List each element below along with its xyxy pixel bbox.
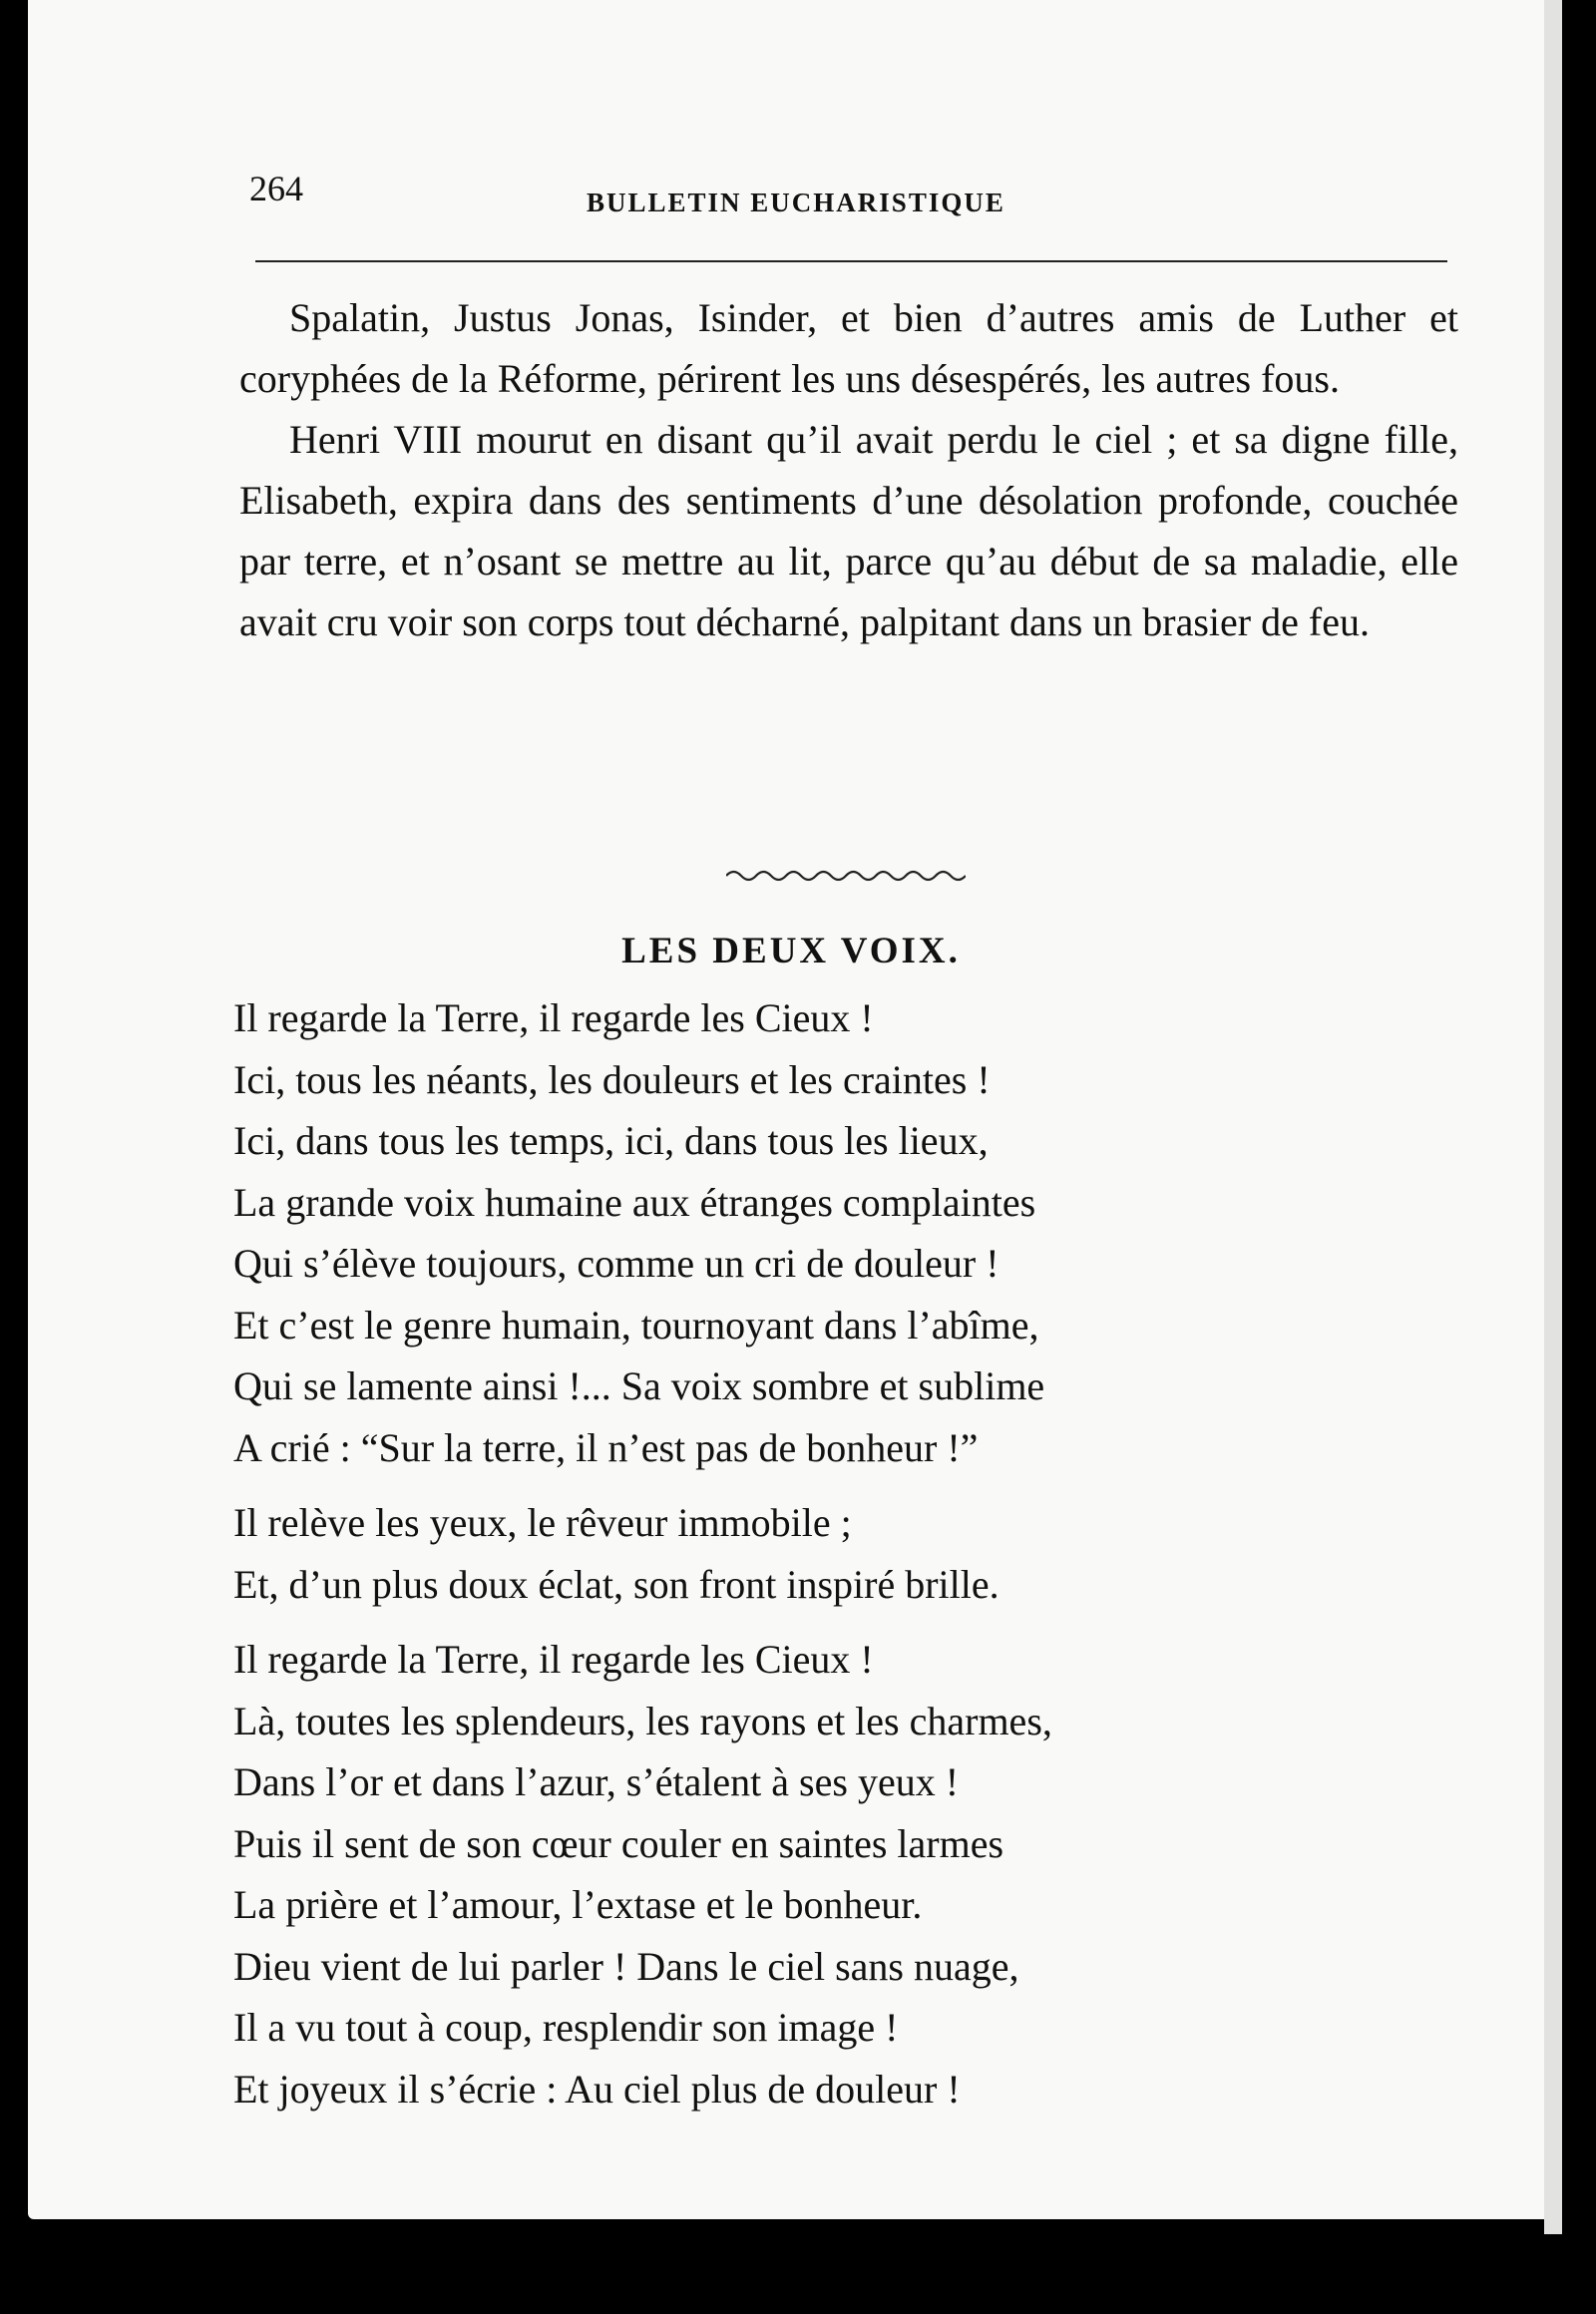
paragraph-henri-elisabeth: Henri VIII mourut en disant qu’il avait perdu le ciel ; et sa digne fille, Elisabeth, expira dans des sentiments d’une désolation profonde, couchée par terre, et n’osant se mettre au lit, parce qu’au début de sa maladie, elle avait cru voir son corps tout décharné, palpitant dans un brasier de feu. (239, 417, 1458, 644)
page-header (28, 0, 1554, 279)
verse-line: Et, d’un plus doux éclat, son front inspiré brille. (233, 1561, 999, 1607)
verse-line: A crié : “Sur la terre, il n’est pas de bonheur !” (233, 1424, 979, 1470)
poem-title: LES DEUX VOIX. (621, 931, 961, 971)
verse-line: Il a vu tout à coup, resplendir son image ! (233, 2005, 899, 2050)
book-page (28, 0, 1554, 2219)
verse-line: Dieu vient de lui parler ! Dans le ciel sans nuage, (233, 1943, 1019, 1989)
paragraph-luther-friends: Spalatin, Justus Jonas, Isinder, et bien d’autres amis de Luther et coryphées de la Réforme, périrent les uns désespérés, les autres fous. (239, 295, 1458, 401)
verse-line: Ici, dans tous les temps, ici, dans tous les lieux, (233, 1118, 989, 1163)
stanza-3 (233, 1629, 1470, 2120)
verse-line: Ici, tous les néants, les douleurs et les craintes ! (233, 1056, 991, 1102)
stanza-1 (233, 987, 1470, 1478)
wavy-ornament-divider (726, 866, 966, 886)
header-rule (255, 260, 1447, 262)
verse-line: Et joyeux il s’écrie : Au ciel plus de douleur ! (233, 2066, 961, 2112)
verse-line: Là, toutes les splendeurs, les rayons et les charmes, (233, 1698, 1052, 1743)
page-edge (1544, 0, 1562, 2234)
verse-line: Et c’est le genre humain, tournoyant dans l’abîme, (233, 1302, 1039, 1348)
verse-line: Il relève les yeux, le rêveur immobile ; (233, 1500, 852, 1545)
verse-line: Il regarde la Terre, il regarde les Cieux ! (233, 1637, 874, 1682)
page-number: 264 (249, 169, 303, 208)
poem (233, 987, 1470, 2133)
verse-line: Puis il sent de son cœur couler en saintes larmes (233, 1820, 1004, 1866)
stanza-2 (233, 1492, 1470, 1615)
verse-line: La grande voix humaine aux étranges complaintes (233, 1179, 1036, 1225)
prose-text (239, 287, 1458, 652)
verse-line: Dans l’or et dans l’azur, s’étalent à ses yeux ! (233, 1759, 960, 1804)
verse-line: Qui se lamente ainsi !... Sa voix sombre et sublime (233, 1363, 1045, 1408)
running-title: BULLETIN EUCHARISTIQUE (587, 188, 1005, 217)
verse-line: La prière et l’amour, l’extase et le bonheur. (233, 1882, 923, 1927)
verse-line: Qui s’élève toujours, comme un cri de douleur ! (233, 1241, 999, 1286)
verse-line: Il regarde la Terre, il regarde les Cieux ! (233, 995, 874, 1040)
